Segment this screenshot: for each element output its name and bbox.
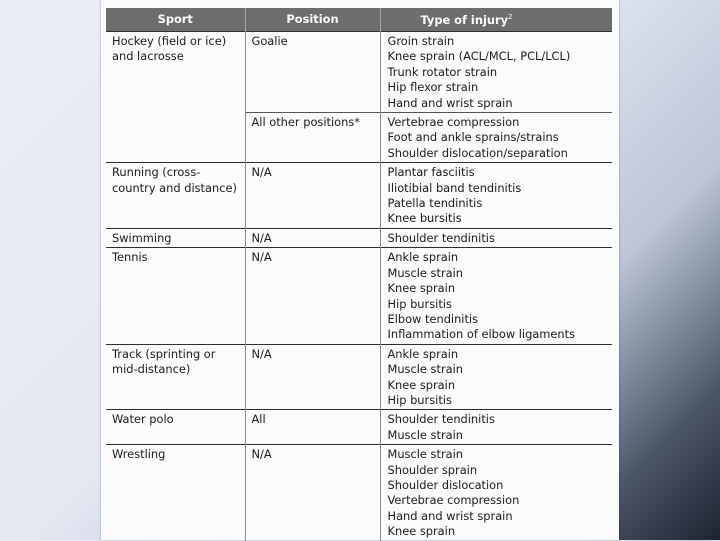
injury-item: Foot and ankle sprains/strains [387,130,559,145]
injury-item: Iliotibial band tendinitis [387,180,522,195]
injury-item: Shoulder dislocation/separation [387,145,568,160]
sport-name-line: country and distance) [112,180,237,195]
injury-item: Ankle sprain [387,250,459,265]
injury-item: Knee sprain [387,524,456,539]
sport-cell [106,32,245,113]
sport-cell [106,228,245,247]
injury-item: Hand and wrist sprain [387,508,513,523]
injury-item: Vertebrae compression [387,493,520,508]
table-row [106,163,612,229]
position-cell: N/A [245,445,380,541]
injury-item: Knee sprain [387,377,456,392]
injury-item: Patella tendinitis [387,196,483,211]
sport-name-line: Track (sprinting or [112,346,216,361]
document-page [101,0,619,540]
injury-item: Knee sprain [387,281,456,296]
sport-name-line: Tennis [112,250,148,265]
injury-item: Hand and wrist sprain [387,95,513,110]
injury-table [106,8,612,541]
injury-item: Hip bursitis [387,392,452,407]
table-row [106,32,612,113]
sport-name-line: Hockey (field or ice) [112,34,227,48]
position-cell: N/A [245,163,380,229]
position-cell: Goalie [245,32,380,113]
injury-cell [380,248,612,344]
injury-item: Hip bursitis [387,296,452,311]
injury-item: Muscle strain [387,362,463,377]
injury-cell [380,228,612,247]
sport-cell [106,163,245,229]
sport-cell [106,445,245,541]
header-injury [380,8,612,32]
injury-cell [380,32,612,113]
injury-item: Vertebrae compression [387,115,520,130]
sport-name-line: Swimming [112,230,172,245]
position-cell: N/A [245,248,380,344]
injury-item: Knee sprain (ACL/MCL, PCL/LCL) [387,49,571,64]
table-body [106,32,612,541]
injury-cell [380,113,612,163]
sport-name-line: Running (cross- [112,165,201,180]
injury-item: Shoulder tendinitis [387,412,495,427]
sport-name-line: mid-distance) [112,362,191,377]
sport-name-line: Water polo [112,412,174,427]
injury-cell [380,410,612,445]
sport-cell [106,113,245,163]
injury-item: Muscle strain [387,447,463,462]
injury-item: Plantar fasciitis [387,165,475,180]
header-injury-footnote: 2 [508,13,513,22]
injury-item: Shoulder tendinitis [387,230,495,245]
table-row [106,445,612,541]
injury-item: Muscle strain [387,265,463,280]
header-position: Position [245,8,380,32]
table-row [106,344,612,410]
injury-cell [380,344,612,410]
injury-item: Groin strain [387,34,455,48]
table-row [106,410,612,445]
injury-item: Hip flexor strain [387,80,479,95]
injury-item: Elbow tendinitis [387,311,479,326]
position-cell: N/A [245,228,380,247]
table-header-row [106,8,612,32]
sport-cell [106,248,245,344]
sport-cell [106,344,245,410]
injury-item: Knee bursitis [387,211,462,226]
header-sport: Sport [106,8,245,32]
injury-cell [380,163,612,229]
injury-cell [380,445,612,541]
injury-item: Shoulder dislocation [387,477,504,492]
table-row [106,248,612,344]
position-cell: N/A [245,344,380,410]
sport-cell [106,410,245,445]
injury-item: Shoulder sprain [387,462,478,477]
header-injury-label: Type of injury [420,13,509,28]
position-cell: All other positions* [245,113,380,163]
injury-item: Ankle sprain [387,346,459,361]
position-cell: All [245,410,380,445]
injury-item: Trunk rotator strain [387,64,498,79]
injury-item: Muscle strain [387,427,463,442]
sport-name-line: Wrestling [112,447,166,462]
injury-item: Inflammation of elbow ligaments [387,327,576,342]
table-row [106,228,612,247]
sport-name-line: and lacrosse [112,49,184,64]
table-row [106,113,612,163]
